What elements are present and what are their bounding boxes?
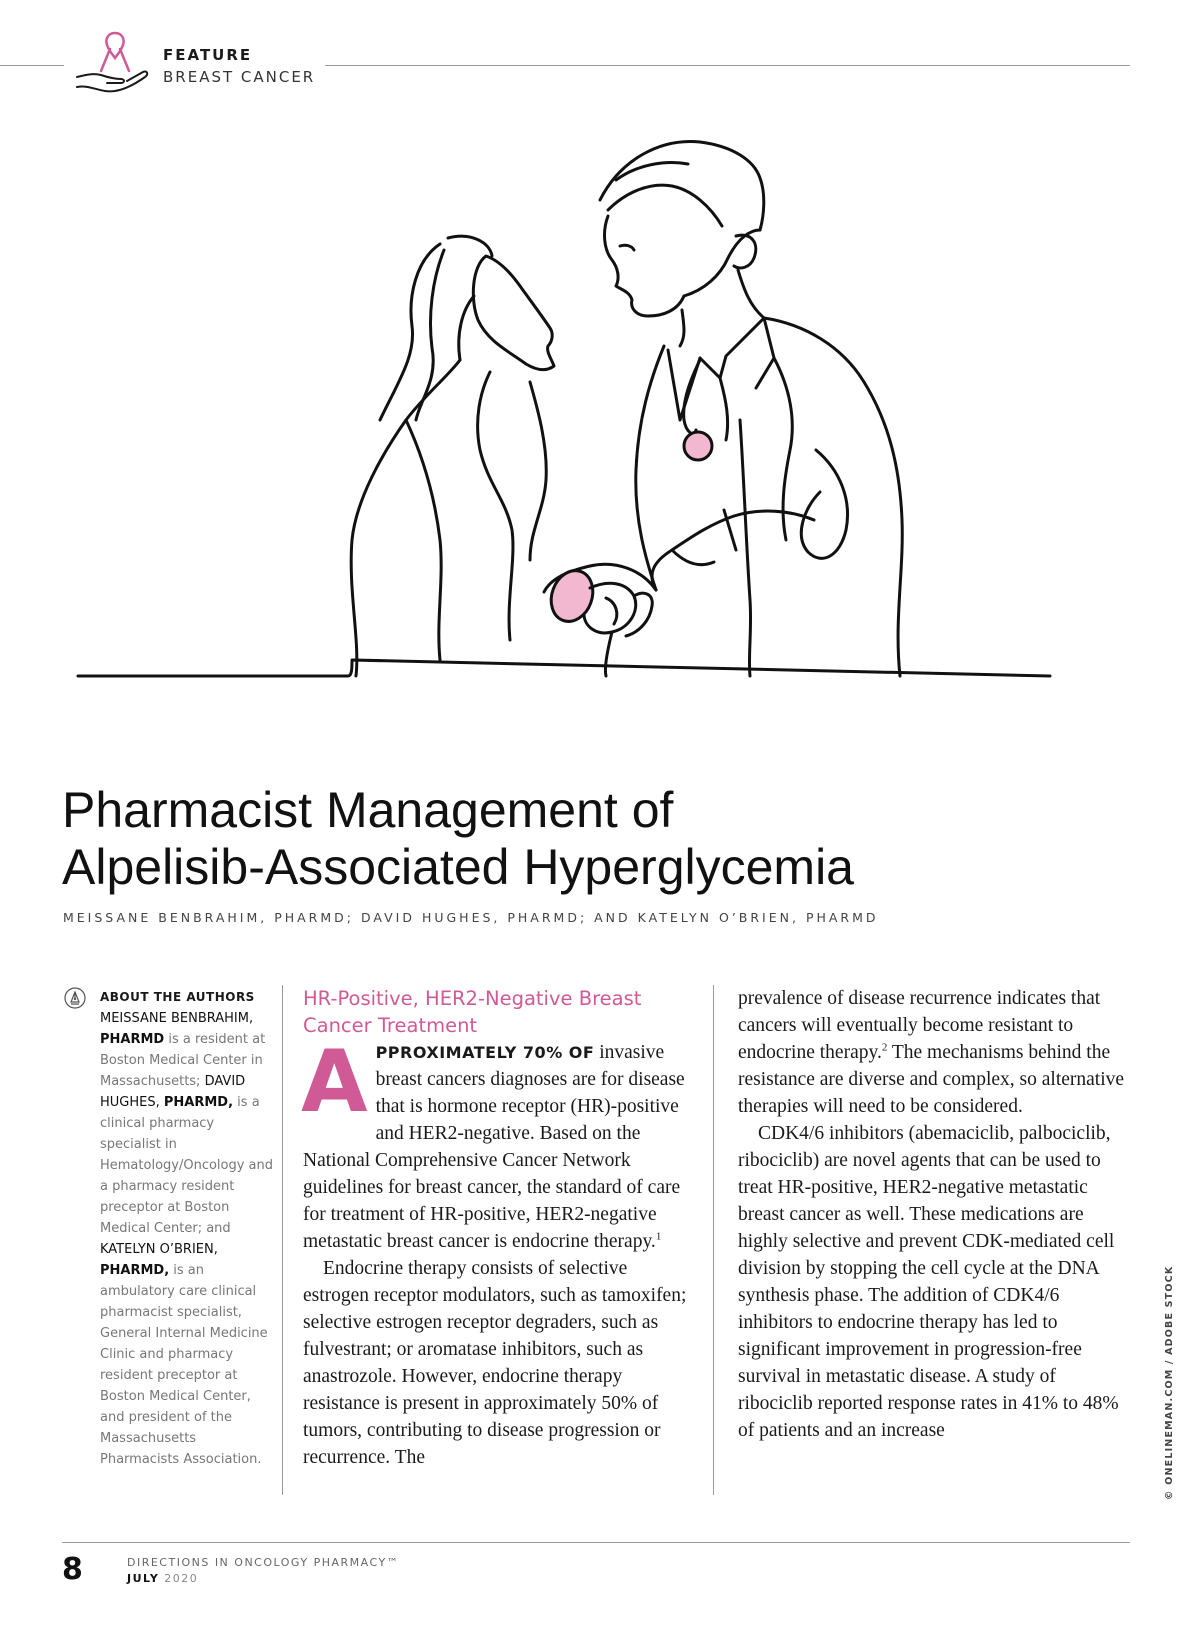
lead-in: PPROXIMATELY 70% OF (375, 1043, 595, 1062)
column-rule (713, 985, 714, 1495)
article-title (62, 782, 1122, 896)
column-rule (282, 985, 283, 1495)
author-3-degree: PHARMD, (100, 1263, 170, 1278)
issue-month: JULY (127, 1572, 160, 1585)
pen-nib-icon (64, 987, 86, 1009)
reference-2: 2 (881, 1041, 888, 1054)
awareness-ribbon-hand-icon (75, 25, 155, 101)
paragraph-3-continued: The mechanisms behind the resistance are diverse and complex, so alternative therapies will need to be considered. (738, 1042, 1125, 1117)
image-credit: © ONELINEMAN.COM / ADOBE STOCK (1164, 1265, 1175, 1500)
footer-rule (62, 1542, 1130, 1543)
page-number: 8 (62, 1552, 83, 1587)
about-the-authors (100, 987, 278, 1470)
body-column-1 (303, 985, 698, 1471)
author-3-name: KATELYN O’BRIEN, (100, 1242, 218, 1257)
body-column-2 (738, 985, 1130, 1444)
reference-1: 1 (655, 1230, 662, 1243)
section-subhead: HR-Positive, HER2-Negative Breast Cancer Treatment (303, 987, 642, 1037)
author-3-description: is an ambulatory care clinical pharmacist specialist, General Internal Medicine Clinic and pharmacy resident preceptor at Boston Medical Center, and president of the Massachusetts Pharmacists Association. (100, 1263, 268, 1467)
header-rule-left (0, 65, 64, 66)
about-heading: ABOUT THE AUTHORS (100, 990, 255, 1004)
paragraph-1-text: invasive breast cancers diagnoses are for disease that is hormone receptor (HR)-positive and HER2-negative. Based on the National Comprehensive Cancer Network guidelines for breast cancer, the standard of care for treatment of HR-positive, HER2-negative metastatic breast cancer is endocrine therapy. (303, 1042, 685, 1252)
section-label: FEATURE (163, 46, 253, 64)
author-2-description: is a clinical pharmacy specialist in Hematology/Oncology and a pharmacy resident preceptor at Boston Medical Center; and (100, 1095, 274, 1236)
publication-name: DIRECTIONS IN ONCOLOGY PHARMACY™ (127, 1556, 400, 1569)
section-sublabel: BREAST CANCER (163, 68, 316, 86)
body-paragraph-2: Endocrine therapy consists of selective estrogen receptor modulators, such as tamoxifen; selective estrogen receptor degraders, such as fulvestrant; or aromatase inhibitors, such as anastrozole. However, endocrine therapy resistance is present in approximately 50% of tumors, contributing to disease progression or recurrence. The (303, 1258, 687, 1468)
paragraph-3-text: prevalence of disease recurrence indicates that cancers will eventually become resistant to endocrine therapy. (738, 988, 1101, 1063)
author-2-degree: PHARMD, (163, 1095, 234, 1110)
author-2-name: DAVID HUGHES, (100, 1074, 246, 1110)
body-paragraph-3 (738, 985, 1130, 1120)
body-paragraph-4: CDK4/6 inhibitors (abemaciclib, palbociclib, ribociclib) are novel agents that can be used to treat HR-positive, HER2-negative metastatic breast cancer as well. These medications are highly selective and prevent CDK-mediated cell division by stopping the cell cycle at the DNA synthesis phase. The addition of CDK4/6 inhibitors to endocrine therapy has led to significant improvement in progression-free survival in metastatic disease. A study of ribociclib reported response rates in 41% to 48% of patients and an increase (738, 1123, 1119, 1441)
author-1-name: MEISSANE BENBRAHIM, (100, 1011, 254, 1026)
pharmacist-line-art-illustration (60, 120, 1100, 710)
article-title-line-2: Alpelisib-Associated Hyperglycemia (62, 839, 854, 895)
author-1-degree: PHARMD (100, 1032, 165, 1047)
header-rule-right (325, 65, 1130, 66)
article-byline: MEISSANE BENBRAHIM, PHARMD; DAVID HUGHES, PHARMD; AND KATELYN O’BRIEN, PHARMD (63, 910, 879, 925)
issue-year: 2020 (164, 1572, 199, 1585)
article-title-line-1: Pharmacist Management of (62, 782, 674, 838)
body-paragraph-1 (301, 1032, 698, 1255)
drop-cap: A (301, 1032, 368, 1132)
issue-date (127, 1572, 198, 1585)
author-1-description: is a resident at Boston Medical Center in Massachusetts; (100, 1032, 266, 1089)
